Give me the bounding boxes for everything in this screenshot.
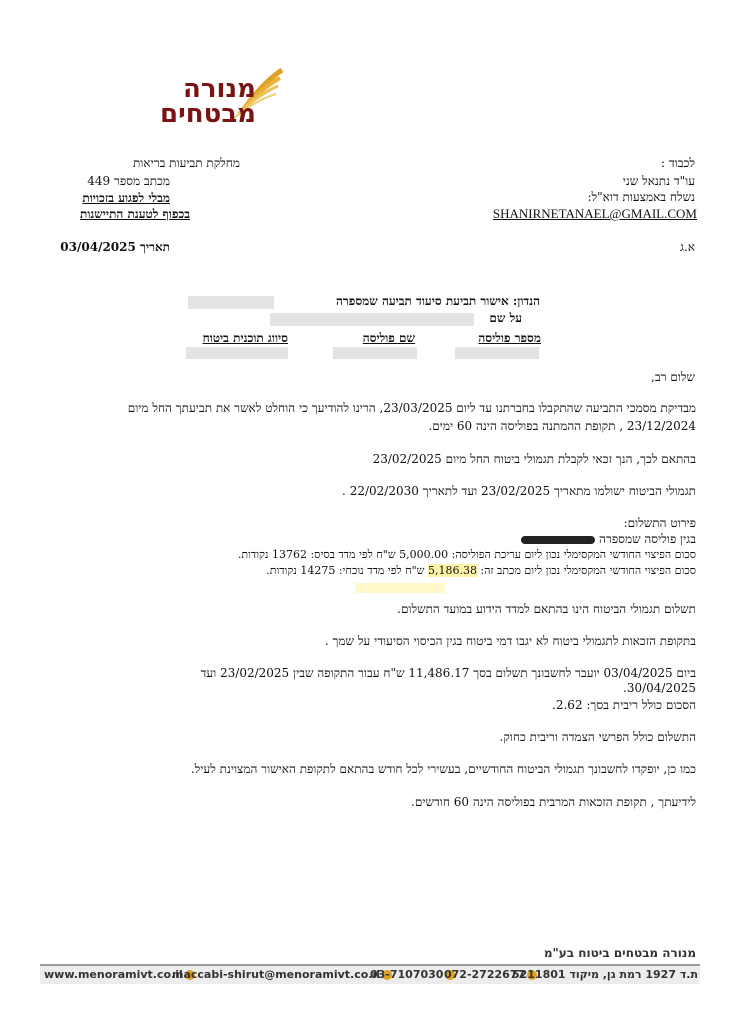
redacted-policy-number	[455, 347, 539, 359]
paragraph-linkage: התשלום כולל הפרשי הצמדה וריבית כחוק.	[499, 730, 696, 744]
subject-on-name: על שם	[489, 311, 522, 325]
redacted-plan-class	[186, 347, 288, 359]
paragraph-approval-1: מבדיקת מסמכי התביעה שהתקבלו בחברתנו עד ליום 23/03/2025, הרינו להודיעך כי הוחלט לאשר את תביעתך החל מיום	[127, 401, 696, 415]
footer-company-name: מנורה מבטחים ביטוח בע"מ	[543, 946, 696, 960]
redacted-policy-name	[333, 347, 417, 359]
footer-email-text: maccabi-shirut@menoramivt.co.il	[172, 968, 381, 981]
highlight-mark	[355, 583, 445, 593]
limitation-note: בכפוף לטענת התיישנות	[80, 207, 190, 221]
paragraph-premium-waiver: בתקופת הזכאות לתגמולי ביטוח לא יגבו דמי ביטוח בגין הכיסוי הסיעודי על שמך .	[324, 634, 696, 648]
greeting: שלום רב,	[651, 370, 695, 384]
recipient-email: SHANIRNETANAEL@GMAIL.COM	[492, 206, 697, 221]
without-prejudice-note: מבלי לפגוע בזכויות	[82, 191, 170, 205]
logo-text-line1: מנורה	[182, 74, 256, 104]
details-current-label: סכום הפיצוי החודשי המקסימלי נכון ליום מכתב זה:	[476, 564, 696, 577]
footer-fax-text: 03-7107030	[370, 968, 444, 981]
details-policy-label: בגין פוליסה שמספרה	[599, 532, 696, 546]
letter-date: תאריך 03/04/2025	[60, 240, 170, 254]
footer-website-text: www.menoramivt.co.il	[44, 968, 183, 981]
subject-line: הנדון: אישור תביעת סיעוד תביעה שמספרה	[336, 294, 540, 308]
company-logo	[96, 66, 284, 132]
paragraph-max-period: לידיעתך , תקופת הזכאות המרבית בפוליסה הינה 60 חודשים.	[411, 795, 696, 809]
redacted-scribble	[521, 536, 595, 544]
details-current-max	[176, 564, 696, 577]
recipient-to: לכבוד :	[661, 156, 695, 170]
details-policy-line	[510, 532, 696, 547]
redacted-insured-name	[270, 313, 474, 326]
column-policy-number: מספר פוליסה	[478, 331, 541, 345]
payment-details-title: פירוט התשלום:	[623, 516, 696, 530]
paragraph-payment-period: תגמולי הביטוח ישולמו מתאריך 23/02/2025 ועד לתאריך 22/02/2030 .	[342, 484, 696, 498]
redacted-claim-number	[188, 296, 274, 309]
paragraph-transfer: ביום 03/04/2025 יועבר לחשבונך תשלום בסך 11,486.17 ש"ח עבור התקופה שבין 23/02/2025 ועד 30/04/2025.	[200, 666, 696, 695]
paragraph-eligibility: בהתאם לכך, הנך זכאי לקבלת תגמולי ביטוח החל מיום 23/02/2025	[372, 452, 696, 466]
recipient-initials: א.ג	[680, 240, 695, 254]
highlighted-amount: 5,186.38	[427, 564, 477, 577]
paragraph-index-note: תשלום תגמולי הביטוח הינו בהתאם למדד הידוע במועד התשלום.	[397, 602, 696, 616]
column-policy-name: שם פוליסה	[362, 331, 415, 345]
column-plan-classification: סיווג תוכנית ביטוח	[202, 331, 288, 345]
details-current-index: ש"ח לפי מדד נוכחי: 14275 נקודות.	[266, 564, 428, 577]
footer-phone-text: 072-2722677	[444, 968, 526, 981]
letter-number: מכתב מספר 449	[87, 174, 170, 188]
details-original-max: סכום הפיצוי החודשי המקסימלי נכון ליום עריכת הפוליסה: 5,000.00 ש"ח לפי מדד בסיס: 13762 נקודות.	[237, 548, 696, 561]
logo-text-line2: מבטחים	[160, 99, 256, 129]
paragraph-approval-2: 23/12/2024 , תקופת ההמתנה בפוליסה הינה 60 ימים.	[428, 419, 696, 433]
footer-email	[172, 968, 394, 981]
recipient-name: עו"ד נתנאל שני	[622, 174, 695, 188]
paragraph-interest: הסכום כולל ריבית בסך: 2.62.	[552, 698, 696, 712]
sender-dept: מחלקת תביעות בריאות	[132, 156, 240, 170]
paragraph-monthly-deposits: כמו כן, יופקדו לחשבונך תגמולי הביטוח החודשיים, בעשירי לכל חודש בהתאם לתקופת האישור המצוינת לעיל.	[190, 762, 696, 776]
sent-via-email-label: נשלח באמצעות דוא"ל:	[587, 190, 695, 204]
footer-address: ת.ד 1927 רמת גן, מיקוד 5211801	[511, 968, 698, 981]
